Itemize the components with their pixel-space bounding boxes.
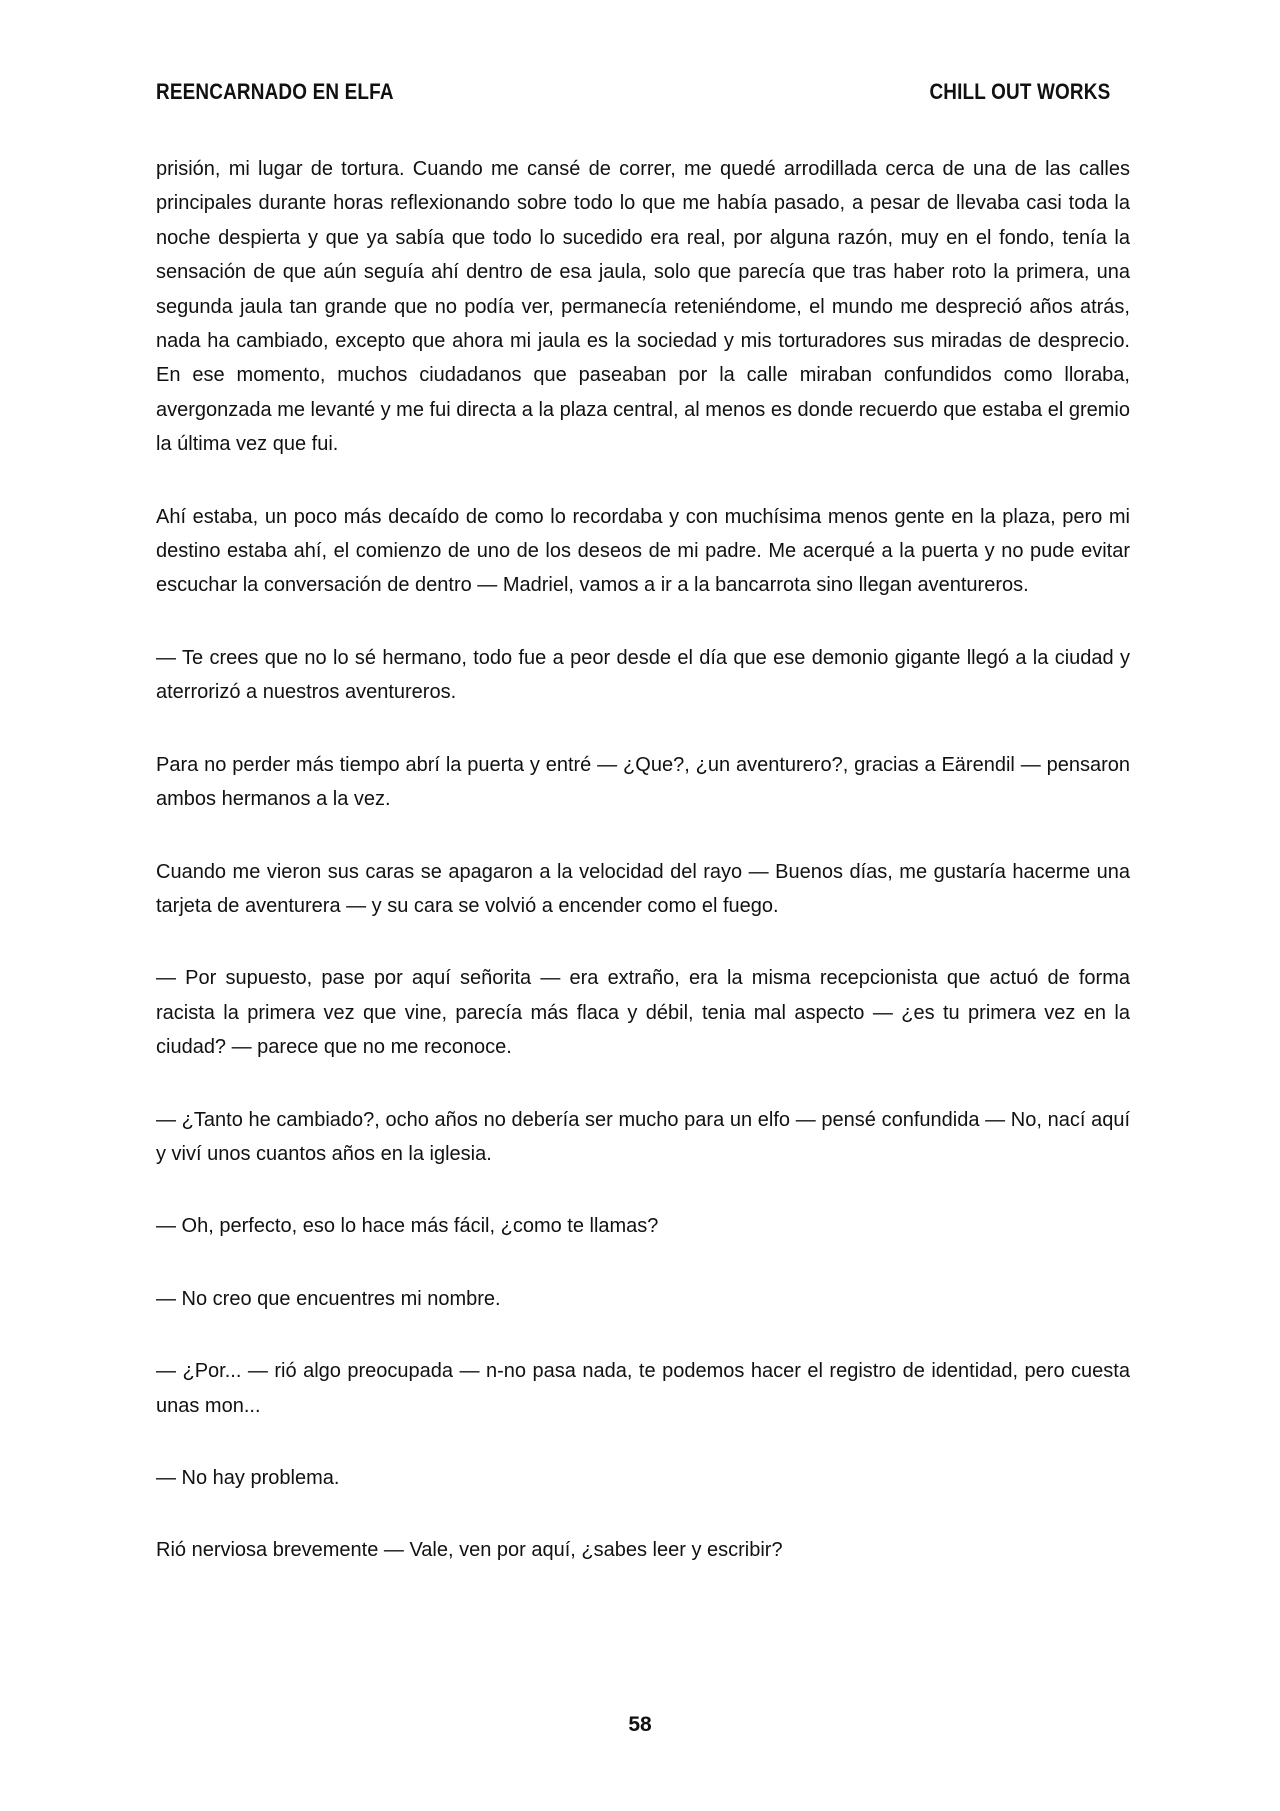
page-number: 58 — [628, 1713, 652, 1736]
paragraph: Rió nerviosa brevemente — Vale, ven por aquí, ¿sabes leer y escribir? — [156, 1539, 783, 1562]
page-body — [156, 152, 1130, 1606]
paragraph: Para no perder más tiempo abrí la puerta y entré — ¿Que?, ¿un aventurero?, gracias a Eärendil — pensaron ambos hermanos a la vez. — [156, 753, 1130, 811]
page-header — [156, 76, 1110, 108]
paragraph: — ¿Por... — rió algo preocupada — n-no pasa nada, te podemos hacer el registro de identidad, pero cuesta unas mon... — [156, 1360, 1130, 1417]
paragraph: — No hay problema. — [156, 1466, 340, 1489]
paragraph: — Te crees que no lo sé hermano, todo fue a peor desde el día que ese demonio gigante llegó a la ciudad y aterrorizó a nuestros aventureros. — [156, 646, 1130, 704]
paragraph: — Por supuesto, pase por aquí señorita — era extraño, era la misma recepcionista que actuó de forma racista la primera vez que vine, parecía más flaca y débil, tenia mal aspecto — ¿es tu primera vez en la ciudad? — parece que no me reconoce. — [156, 967, 1130, 1059]
paragraph: Cuando me vieron sus caras se apagaron a la velocidad del rayo — Buenos días, me gustaría hacerme una tarjeta de aventurera — y su cara se volvió a encender como el fuego. — [156, 860, 1130, 917]
paragraph: prisión, mi lugar de tortura. Cuando me cansé de correr, me quedé arrodillada cerca de una de las calles principales durante horas reflexionando sobre todo lo que me había pasado, a pesar de llevaba casi toda la noche despierta y que ya sabía que todo lo sucedido era real, por alguna razón, muy en el fondo, tenía la sensación de que aún seguía ahí dentro de esa jaula, solo que parecía que tras haber roto la primera, una segunda jaula tan grande que no podía ver, permanecía reteniéndome, el mundo me despreció años atrás, nada ha cambiado, excepto que ahora mi jaula es la sociedad y mis torturadores sus miradas de desprecio. En ese momento, muchos ciudadanos que paseaban por la calle miraban confundidos como lloraba, avergonzada me levanté y me fui directa a la plaza central, al menos es donde recuerdo que estaba el gremio la última vez que fui. — [156, 158, 1130, 456]
paragraph: — No creo que encuentres mi nombre. — [156, 1287, 501, 1310]
book-title: REENCARNADO EN ELFA — [156, 79, 394, 104]
paragraph: — Oh, perfecto, eso lo hace más fácil, ¿como te llamas? — [156, 1215, 659, 1238]
publisher-name: CHILL OUT WORKS — [929, 79, 1110, 104]
paragraph: — ¿Tanto he cambiado?, ocho años no debería ser mucho para un elfo — pensé confundida — No, nací aquí y viví unos cuantos años en la iglesia. — [156, 1108, 1130, 1165]
paragraph: Ahí estaba, un poco más decaído de como lo recordaba y con muchísima menos gente en la plaza, pero mi destino estaba ahí, el comienzo de uno de los deseos de mi padre. Me acerqué a la puerta y no pude evitar escuchar la conversación de dentro — Madriel, vamos a ir a la bancarrota sino llegan aventureros. — [156, 505, 1130, 597]
